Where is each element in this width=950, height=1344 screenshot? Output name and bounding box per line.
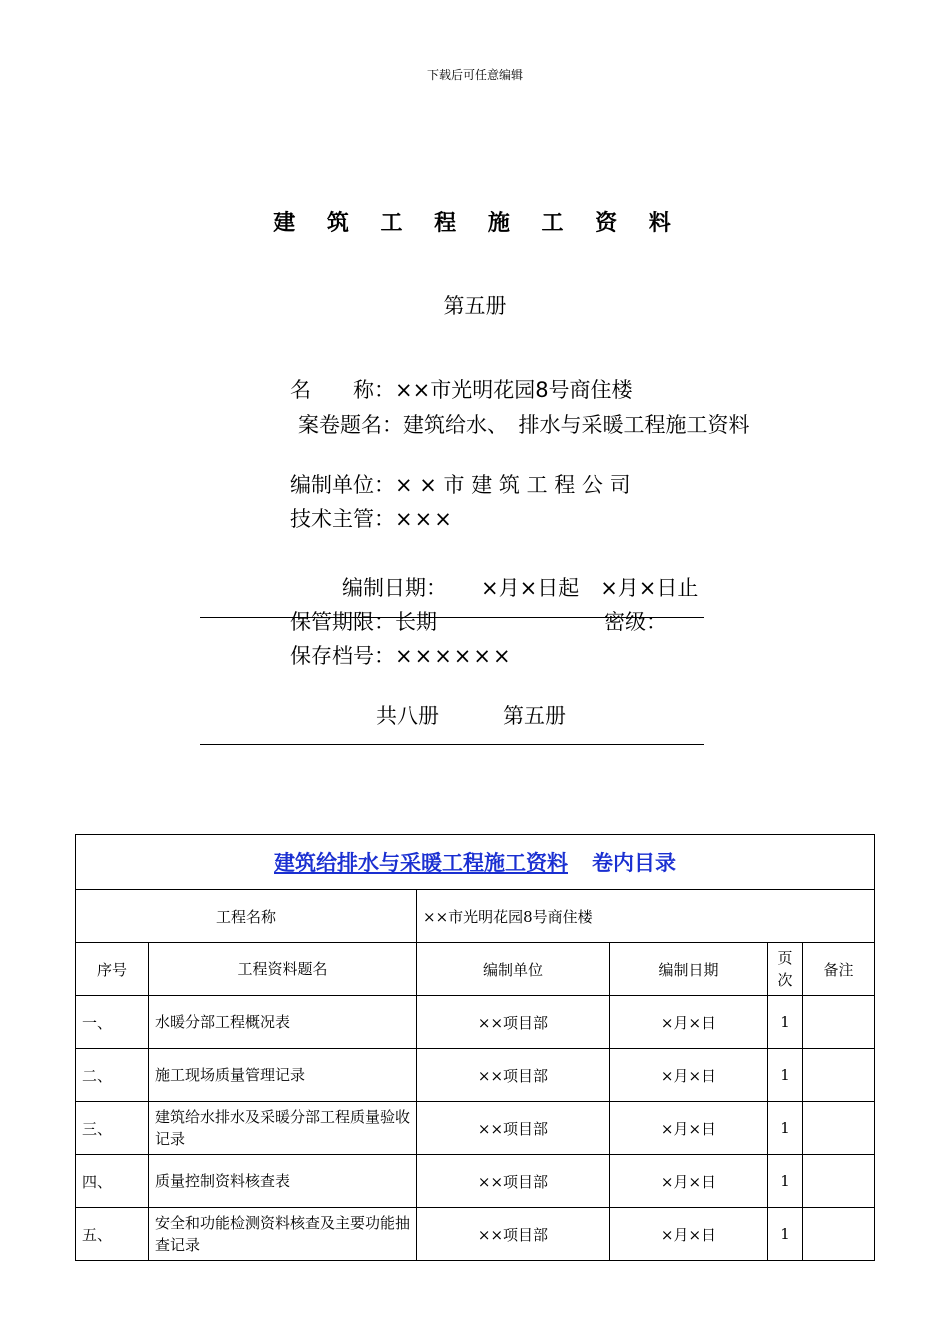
tech-line	[290, 503, 454, 533]
case-line	[298, 409, 750, 439]
row-date: ×月×日	[610, 1049, 768, 1102]
row-title: 质量控制资料核查表	[149, 1155, 417, 1208]
secret-label: 密级：	[604, 610, 667, 634]
header-page: 页次	[768, 943, 803, 996]
row-note	[803, 1155, 875, 1208]
row-seq: 三、	[76, 1102, 149, 1155]
header-title: 工程资料题名	[149, 943, 417, 996]
row-seq: 二、	[76, 1049, 149, 1102]
row-seq: 一、	[76, 996, 149, 1049]
keep-value: 长期	[395, 610, 437, 634]
row-note	[803, 1049, 875, 1102]
name-value: ××市光明花园8号商住楼	[395, 378, 633, 402]
project-value: ××市光明花园8号商住楼	[417, 890, 875, 943]
header-note: 下载后可任意编辑	[426, 68, 523, 82]
header-note-col: 备注	[803, 943, 875, 996]
table-row	[76, 996, 875, 1049]
row-page: 1	[768, 1049, 803, 1102]
document-title: 建 筑 工 程 施 工 资 料	[273, 211, 683, 236]
row-unit: ××项目部	[417, 1155, 610, 1208]
case-value: 建筑给水、 排水与采暖工程施工资料	[403, 413, 750, 437]
row-page: 1	[768, 1208, 803, 1261]
tech-value: ×××	[395, 507, 454, 531]
date-value: ×月×日起 ×月×日止	[481, 576, 699, 600]
unit-value: × × 市 建 筑 工 程 公 司	[395, 473, 631, 497]
row-date: ×月×日	[610, 1102, 768, 1155]
row-date: ×月×日	[610, 996, 768, 1049]
row-note	[803, 1102, 875, 1155]
table-row	[76, 1049, 875, 1102]
date-label: 编制日期：	[342, 576, 447, 600]
row-seq: 五、	[76, 1208, 149, 1261]
row-page: 1	[768, 1102, 803, 1155]
name-line	[290, 374, 633, 404]
row-page: 1	[768, 1155, 803, 1208]
row-unit: ××项目部	[417, 1049, 610, 1102]
toc-title-link[interactable]: 建筑给排水与采暖工程施工资料	[274, 850, 568, 875]
volume-label: 第五册	[443, 294, 507, 318]
unit-label: 编制单位：	[290, 473, 395, 497]
case-label: 案卷题名：	[298, 413, 403, 437]
header-date: 编制日期	[610, 943, 768, 996]
row-note	[803, 996, 875, 1049]
keep-line	[290, 606, 437, 636]
archive-value: ××××××	[395, 644, 513, 668]
row-seq: 四、	[76, 1155, 149, 1208]
row-title: 安全和功能检测资料核查及主要功能抽查记录	[149, 1208, 417, 1261]
row-page: 1	[768, 996, 803, 1049]
header-seq: 序号	[76, 943, 149, 996]
row-title: 建筑给水排水及采暖分部工程质量验收记录	[149, 1102, 417, 1155]
table-row	[76, 1155, 875, 1208]
toc-title-cell	[76, 835, 875, 890]
table-row	[76, 1102, 875, 1155]
table-row	[76, 1208, 875, 1261]
row-unit: ××项目部	[417, 1208, 610, 1261]
archive-label: 保存档号：	[290, 644, 395, 668]
row-date: ×月×日	[610, 1155, 768, 1208]
toc-title-suffix: 卷内目录	[592, 850, 676, 875]
date-line	[342, 572, 698, 602]
total-volumes: 共八册	[376, 704, 439, 728]
toc-header-row	[76, 943, 875, 996]
toc-table	[75, 834, 875, 1261]
current-volume: 第五册	[503, 704, 566, 728]
row-title: 施工现场质量管理记录	[149, 1049, 417, 1102]
row-date: ×月×日	[610, 1208, 768, 1261]
row-unit: ××项目部	[417, 1102, 610, 1155]
row-unit: ××项目部	[417, 996, 610, 1049]
name-label: 名 称：	[290, 378, 395, 402]
archive-line	[290, 640, 513, 670]
header-unit: 编制单位	[417, 943, 610, 996]
unit-line	[290, 469, 631, 499]
project-label: 工程名称	[76, 890, 417, 943]
row-title: 水暖分部工程概况表	[149, 996, 417, 1049]
divider-line	[200, 744, 704, 745]
keep-label: 保管期限：	[290, 610, 395, 634]
tech-label: 技术主管：	[290, 507, 395, 531]
row-note	[803, 1208, 875, 1261]
